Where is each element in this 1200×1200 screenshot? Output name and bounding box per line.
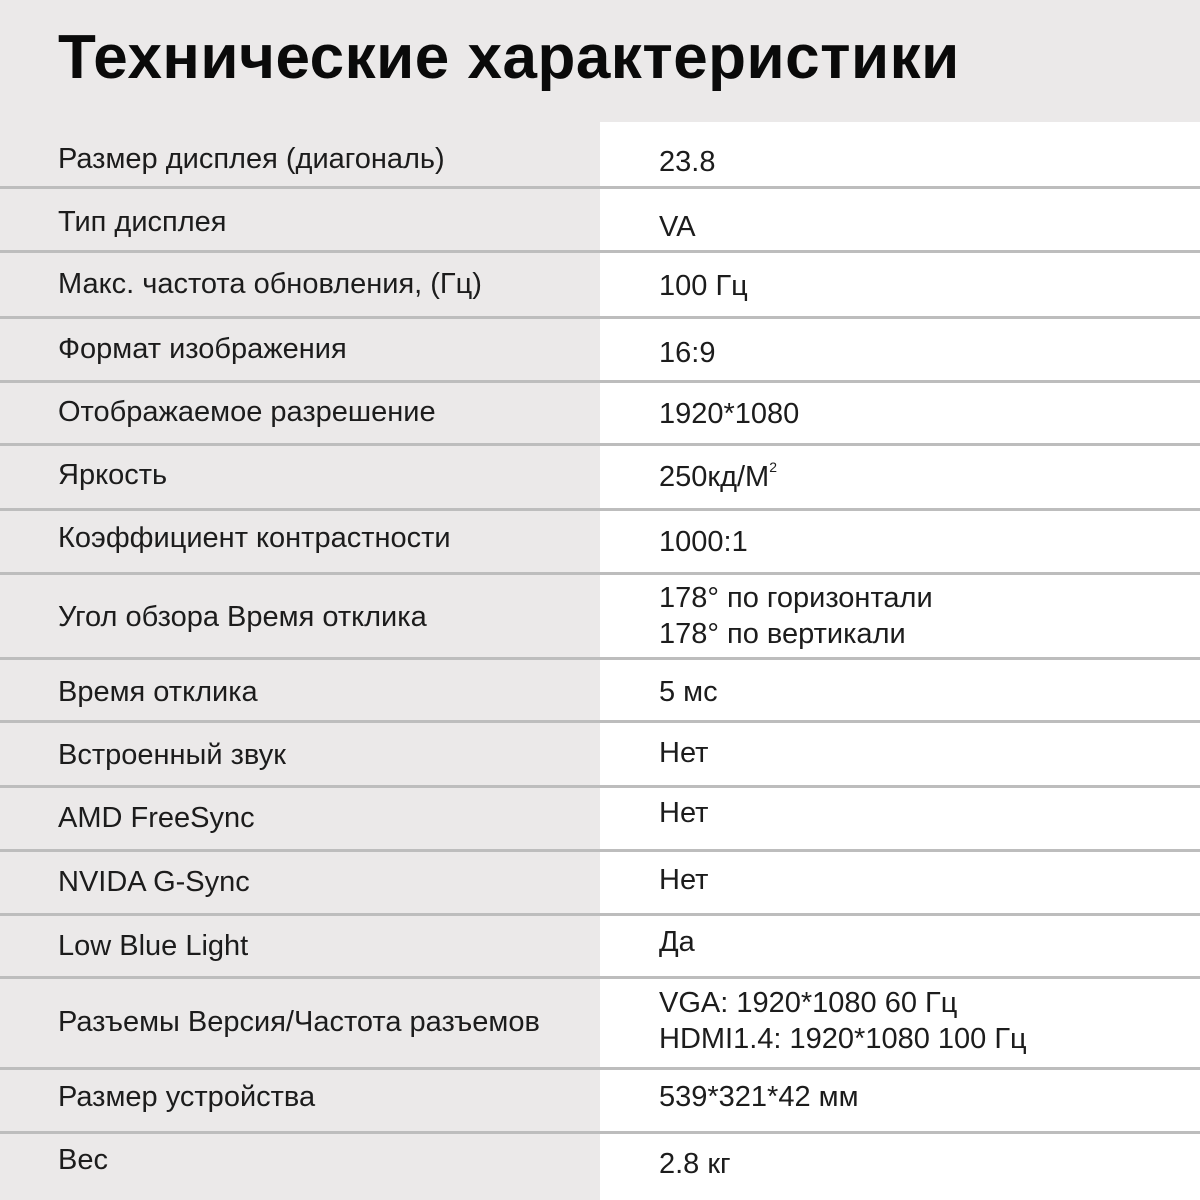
spec-value — [659, 335, 715, 371]
row-divider — [0, 572, 1200, 575]
spec-value-line: VA — [659, 211, 696, 243]
spec-value — [659, 144, 715, 180]
spec-label: NVIDA G-Sync — [58, 866, 250, 898]
spec-value-line: 1920*1080 — [659, 398, 800, 430]
spec-value — [659, 1079, 859, 1115]
superscript: 2 — [769, 459, 778, 475]
spec-label: Яркость — [58, 459, 168, 491]
row-divider — [0, 1067, 1200, 1070]
row-divider — [0, 186, 1200, 189]
spec-value-line: 23.8 — [659, 146, 716, 178]
spec-value — [659, 862, 708, 898]
spec-value-line: 178° по вертикали — [659, 618, 906, 650]
row-divider — [0, 976, 1200, 979]
spec-label: Вес — [58, 1144, 108, 1176]
row-divider — [0, 913, 1200, 916]
row-divider — [0, 657, 1200, 660]
spec-label: Коэффициент контрастности — [58, 522, 451, 554]
spec-value — [659, 209, 696, 245]
spec-value — [659, 524, 748, 560]
spec-value-line: 1000:1 — [659, 526, 748, 558]
spec-value-line: $250кд/М^2$ — [659, 459, 778, 493]
spec-value-line: 2.8 кг — [659, 1148, 731, 1180]
spec-value — [659, 735, 708, 771]
row-divider — [0, 380, 1200, 383]
spec-value — [659, 459, 777, 495]
spec-label: Встроенный звук — [58, 739, 286, 771]
spec-value — [659, 396, 799, 432]
row-divider — [0, 785, 1200, 788]
page-title: Технические характеристики — [58, 23, 960, 92]
spec-value — [659, 268, 748, 304]
spec-value — [659, 674, 718, 710]
spec-label: Размер дисплея (диагональ) — [58, 143, 445, 175]
row-divider — [0, 720, 1200, 723]
spec-value — [659, 985, 1027, 1057]
spec-value — [659, 1146, 731, 1182]
spec-label: Размер устройства — [58, 1081, 316, 1113]
spec-value — [659, 924, 695, 960]
row-divider — [0, 250, 1200, 253]
spec-value — [659, 580, 933, 652]
row-divider — [0, 443, 1200, 446]
spec-value-line: Нет — [659, 797, 709, 829]
spec-value — [659, 795, 708, 831]
spec-label: Время отклика — [58, 676, 258, 708]
spec-value-line: 5 мс — [659, 676, 718, 708]
spec-value-line: VGA: 1920*1080 60 Гц — [659, 987, 958, 1019]
spec-value-line: Нет — [659, 737, 709, 769]
spec-label: Разъемы Версия/Частота разъемов — [58, 1006, 540, 1038]
spec-value-line: 539*321*42 мм — [659, 1081, 859, 1113]
spec-value-line: Да — [659, 926, 695, 958]
row-divider — [0, 316, 1200, 319]
spec-value-line: HDMI1.4: 1920*1080 100 Гц — [659, 1023, 1027, 1055]
row-divider — [0, 1131, 1200, 1134]
row-divider — [0, 849, 1200, 852]
spec-value-line: 16:9 — [659, 337, 716, 369]
spec-value-line: 100 Гц — [659, 270, 748, 302]
spec-label: Макс. частота обновления, (Гц) — [58, 268, 482, 300]
spec-label: AMD FreeSync — [58, 802, 255, 834]
spec-value-line: Нет — [659, 864, 709, 896]
spec-label: Тип дисплея — [58, 206, 227, 238]
row-divider — [0, 508, 1200, 511]
spec-label: Формат изображения — [58, 333, 347, 365]
spec-label: Low Blue Light — [58, 930, 249, 962]
spec-label: Отображаемое разрешение — [58, 396, 436, 428]
spec-label: Угол обзора Время отклика — [58, 601, 427, 633]
spec-value-line: 178° по горизонтали — [659, 582, 933, 614]
